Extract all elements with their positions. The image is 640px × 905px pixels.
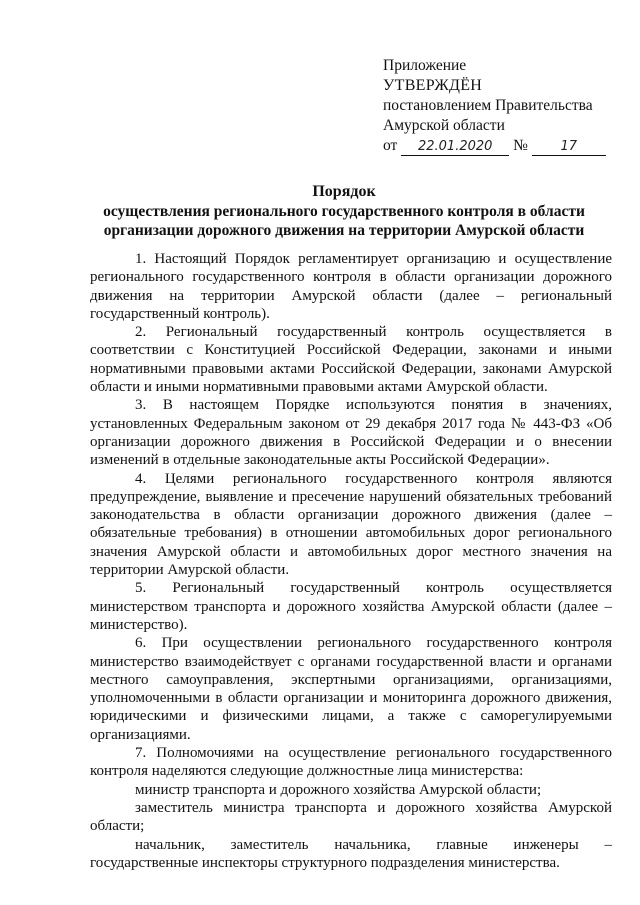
approved-label: УТВЕРЖДЁН — [383, 77, 483, 94]
appendix-label: Приложение — [383, 57, 467, 74]
region-label: Амурской области — [383, 117, 505, 134]
paragraph-7-item-minister: министр транспорта и дорожного хозяйства Амурской области; — [135, 781, 542, 798]
paragraph-7-item-heads: начальник, заместитель начальника, главные инженеры – государственные инспекторы структурного подразделения министерства. — [90, 836, 612, 871]
appendix-block — [383, 56, 613, 156]
resolution-label: постановлением Правительства — [383, 97, 593, 114]
handwritten-number: 17 — [532, 139, 606, 156]
handwritten-date: 22.01.2020 — [401, 139, 509, 156]
paragraph-4: 4. Целями регионального государственного контроля являются предупреждение, выявление и пресечение нарушений обязательных требований законодательства в области организации дорожного движения (далее – обязательные требования) в отношении автомобильных дорог регионального значения Амурской области и автомобильных дорог местного значения на территории Амурской области. — [90, 470, 612, 579]
paragraph-1: 1. Настоящий Порядок регламентирует организацию и осуществление регионального государственного контроля в области организации дорожного движения на территории Амурской области (далее – региональный государственный контроль). — [90, 251, 612, 322]
paragraph-3: 3. В настоящем Порядке используются понятия в значениях, установленных Федеральным законом от 29 декабря 2017 года № 443-ФЗ «Об организации дорожного движения в Российской Федерации и о внесении изменений в отдельные законодательные акты Российской Федерации». — [90, 397, 612, 469]
paragraph-2: 2. Региональный государственный контроль осуществляется в соответствии с Конституцией Российской Федерации, законами и иными нормативными правовыми актами Российской Федерации, законами Амурской области и иными нормативными правовыми актами Амурской области. — [90, 324, 612, 396]
paragraph-5: 5. Региональный государственный контроль осуществляется министерством транспорта и дорожного хозяйства Амурской области (далее – министерство). — [90, 580, 612, 633]
date-number-line — [383, 136, 613, 156]
paragraph-7: 7. Полномочиями на осуществление регионального государственного контроля наделяются следующие должностные лица министерства: — [90, 745, 612, 780]
title-line-3: организации дорожного движения на территории Амурской области — [103, 222, 585, 239]
paragraph-6: 6. При осуществлении регионального государственного контроля министерство взаимодействует с органами государственной власти и органами местного самоуправления, экспертными организациями, организациями, уполномоченными в области организации и мониторинга дорожного движения, юридическими и физическими лицами, а также с саморегулируемыми организациями. — [90, 635, 612, 743]
title-line-1: Порядок — [312, 183, 376, 200]
document-body — [90, 250, 612, 872]
number-sign: № — [513, 137, 528, 154]
document-title — [84, 182, 604, 240]
date-prefix: от — [383, 137, 398, 154]
title-line-2: осуществления регионального государственного контроля в области — [103, 203, 585, 220]
paragraph-7-item-deputy: заместитель министра транспорта и дорожного хозяйства Амурской области; — [90, 799, 612, 835]
